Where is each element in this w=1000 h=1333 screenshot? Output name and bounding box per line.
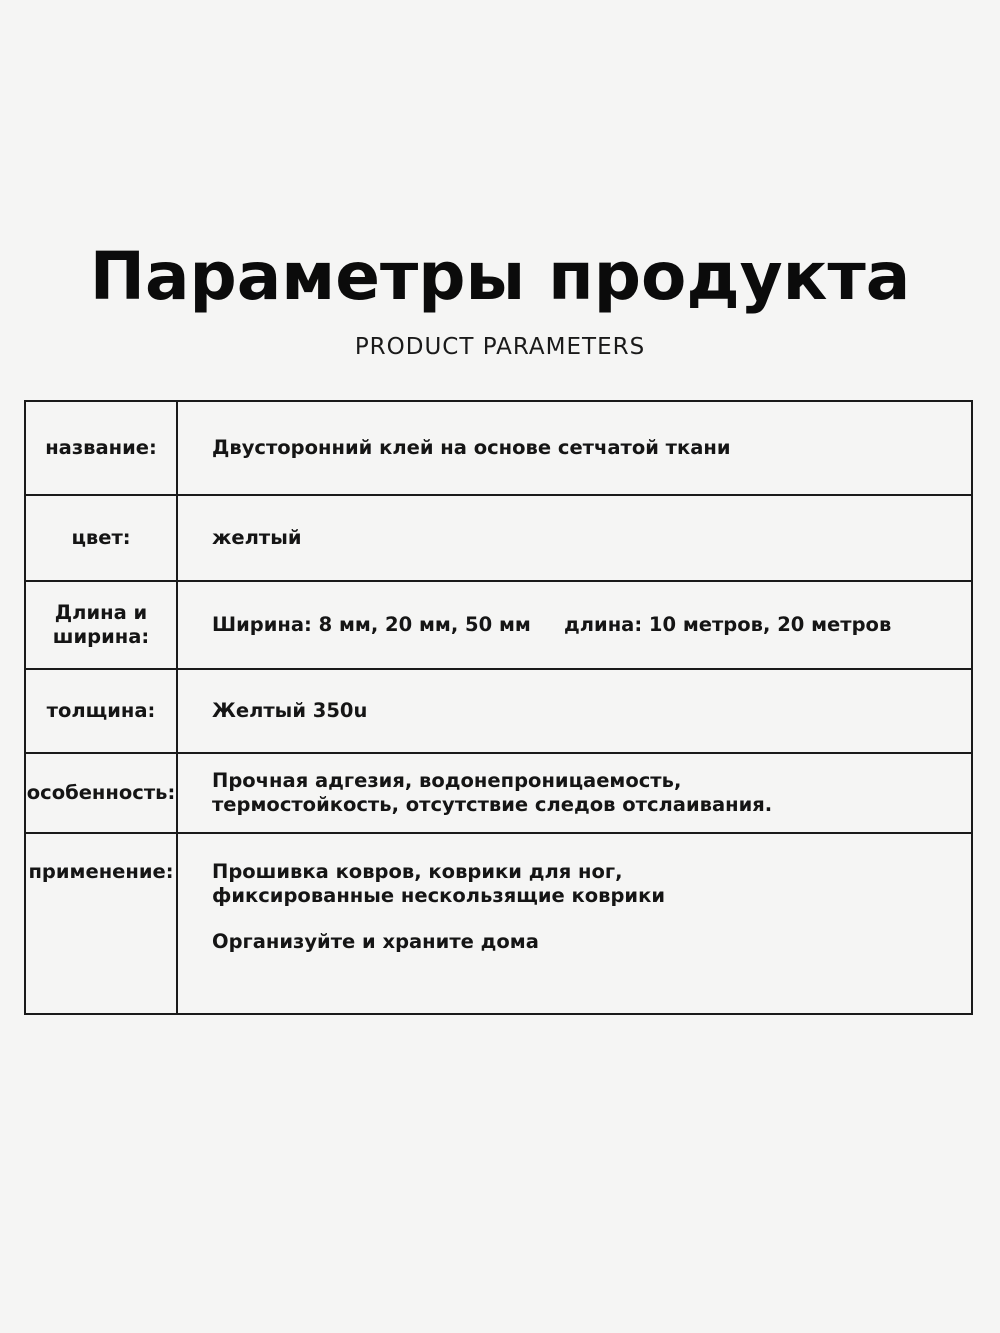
size-label-line1: Длина и: [54, 601, 148, 624]
table-row-feature: [25, 753, 972, 833]
product-parameters-table: [24, 400, 973, 1015]
application-line3: Организуйте и храните дома: [212, 930, 539, 953]
name-label: название:: [25, 401, 177, 495]
table-row-color: [25, 495, 972, 581]
table-row-name: [25, 401, 972, 495]
color-value: желтый: [177, 495, 972, 581]
size-value: [177, 581, 972, 669]
table-row-size: [25, 581, 972, 669]
thickness-label: толщина:: [25, 669, 177, 753]
size-label: [25, 581, 177, 669]
page-subtitle: PRODUCT PARAMETERS: [354, 334, 646, 360]
table-row-application: [25, 833, 972, 1014]
table-row-thickness: [25, 669, 972, 753]
feature-value: [177, 753, 972, 833]
application-value: [177, 833, 972, 1014]
width-value: Ширина: 8 мм, 20 мм, 50 мм: [212, 613, 531, 636]
size-label-line2: ширина:: [52, 625, 150, 648]
application-line1: Прошивка ковров, коврики для ног,: [212, 860, 623, 883]
feature-line2: термостойкость, отсутствие следов отслаивания.: [212, 793, 773, 816]
name-value: Двусторонний клей на основе сетчатой ткани: [177, 401, 972, 495]
feature-label: особенность:: [25, 753, 177, 833]
color-label: цвет:: [25, 495, 177, 581]
feature-line1: Прочная адгезия, водонепроницаемость,: [212, 769, 682, 792]
thickness-value: Желтый 350u: [177, 669, 972, 753]
page-title: Параметры продукта: [89, 238, 911, 315]
length-value: длина: 10 метров, 20 метров: [564, 613, 892, 636]
application-line2: фиксированные нескользящие коврики: [212, 884, 665, 907]
application-label: применение:: [25, 833, 177, 1014]
